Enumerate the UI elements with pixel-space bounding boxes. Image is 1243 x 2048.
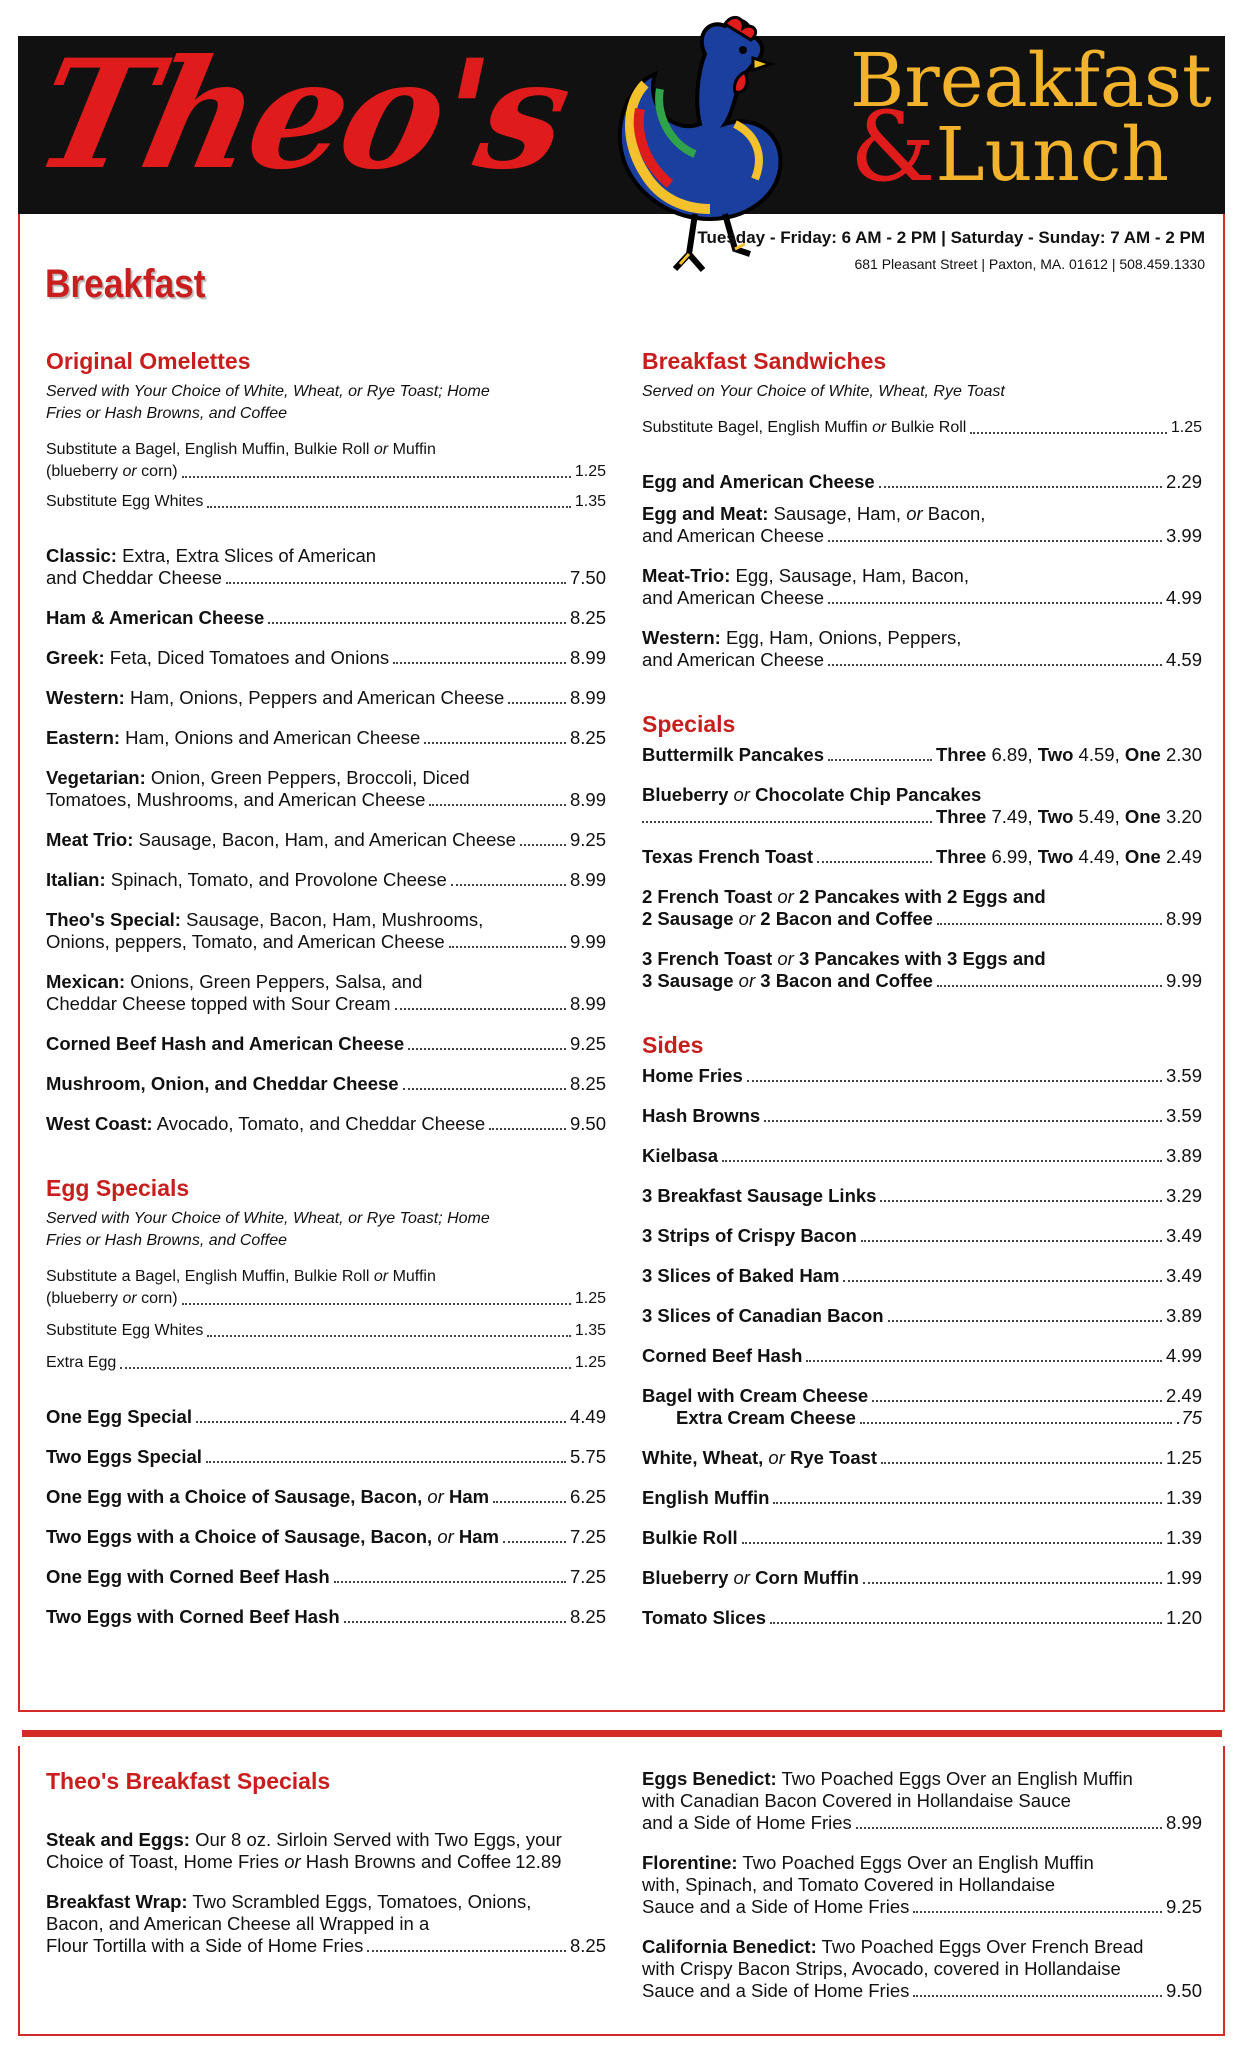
menu-item: Two Eggs with a Choice of Sausage, Bacon, or Ham 7.25 [46,1526,606,1547]
menu-item: Corned Beef Hash 4.99 [642,1345,1202,1366]
menu-item: Breakfast Wrap: Two Scrambled Eggs, Tomatoes, Onions, Bacon, and American Cheese all Wrapped in a Flour Tortilla with a Side of Home Fries 8.25 [46,1891,606,1956]
menu-item: Bagel with Cream Cheese 2.49 Extra Cream Cheese .75 [642,1385,1202,1428]
menu-item: Theo's Special: Sausage, Bacon, Ham, Mushrooms, Onions, peppers, Tomato, and American Cheese 9.99 [46,909,606,952]
bottom-left-column [46,1768,606,1957]
menu-item: 3 Slices of Canadian Bacon 3.89 [642,1305,1202,1326]
menu-item: Home Fries 3.59 [642,1065,1202,1086]
menu-item: Hash Browns 3.59 [642,1105,1202,1126]
menu-item: Bulkie Roll 1.39 [642,1527,1202,1548]
menu-item: Vegetarian: Onion, Green Peppers, Broccoli, Diced Tomatoes, Mushrooms, and American Cheese 8.99 [46,767,606,810]
menu-item: Substitute a Bagel, English Muffin, Bulkie Roll or Muffin [46,1268,436,1285]
hours-block [697,228,1205,272]
egg-specials-note: Served with Your Choice of White, Wheat, or Rye Toast; Home Fries or Hash Browns, and Coffee [46,1210,490,1249]
title-lunch: Lunch [935,112,1170,198]
section-title-sides: Sides [642,1032,704,1058]
menu-item: Kielbasa 3.89 [642,1145,1202,1166]
menu-item: Buttermilk Pancakes Three 6.89, Two 4.59, One 2.30 [642,744,1202,765]
menu-item: Tomato Slices 1.20 [642,1607,1202,1628]
left-column [46,348,606,1628]
menu-item: Corned Beef Hash and American Cheese 9.25 [46,1033,606,1054]
menu-item: Substitute Bagel, English Muffin or Bulkie Roll 1.25 [642,419,1202,436]
menu-item: Eastern: Ham, Onions and American Cheese 8.25 [46,727,606,748]
menu-item: Eggs Benedict: Two Poached Eggs Over an English Muffin with Canadian Bacon Covered in Hollandaise Sauce and a Side of Home Fries 8.99 [642,1768,1202,1833]
menu-item: Egg and Meat: Sausage, Ham, or Bacon, and American Cheese 3.99 [642,503,1202,546]
menu-item: 3 Slices of Baked Ham 3.49 [642,1265,1202,1286]
section-divider [22,1730,1222,1737]
menu-item: Ham & American Cheese 8.25 [46,607,606,628]
menu-item: Substitute Egg Whites 1.35 [46,1322,606,1339]
menu-item: Western: Egg, Ham, Onions, Peppers, and American Cheese 4.59 [642,627,1202,670]
menu-item: Italian: Spinach, Tomato, and Provolone Cheese 8.99 [46,869,606,890]
menu-item: Western: Ham, Onions, Peppers and American Cheese 8.99 [46,687,606,708]
menu-item: California Benedict: Two Poached Eggs Over French Bread with Crispy Bacon Strips, Avocado, covered in Hollandaise Sauce and a Side of Home Fries 9.50 [642,1936,1202,2001]
menu-item: Meat Trio: Sausage, Bacon, Ham, and American Cheese 9.25 [46,829,606,850]
menu-item: Extra Egg 1.25 [46,1354,606,1371]
breakfast-lunch-title [850,38,1212,203]
menu-item: Meat-Trio: Egg, Sausage, Ham, Bacon, and American Cheese 4.99 [642,565,1202,608]
menu-item: (blueberry or corn) 1.25 [46,1290,606,1307]
menu-item: One Egg with Corned Beef Hash 7.25 [46,1566,606,1587]
menu-item: 3 Strips of Crispy Bacon 3.49 [642,1225,1202,1246]
address-text: 681 Pleasant Street | Paxton, MA. 01612 | 508.459.1330 [854,256,1205,272]
bottom-right-column [642,1768,1202,2002]
menu-item: Greek: Feta, Diced Tomatoes and Onions 8.99 [46,647,606,668]
menu-item: Texas French Toast Three 6.99, Two 4.49, One 2.49 [642,846,1202,867]
sandwiches-note: Served on Your Choice of White, Wheat, Rye Toast [642,383,1005,400]
hours-text: Tuesday - Friday: 6 AM - 2 PM | Saturday - Sunday: 7 AM - 2 PM [697,228,1205,247]
menu-item: 2 French Toast or 2 Pancakes with 2 Eggs and 2 Sausage or 2 Bacon and Coffee 8.99 [642,886,1202,929]
section-title-sandwiches: Breakfast Sandwiches [642,348,887,374]
omelettes-note: Served with Your Choice of White, Wheat, or Rye Toast; Home Fries or Hash Browns, and Coffee [46,383,490,422]
menu-item: (blueberry or corn) 1.25 [46,463,606,480]
menu-item: 3 Breakfast Sausage Links 3.29 [642,1185,1202,1206]
section-title-egg-specials: Egg Specials [46,1175,190,1201]
menu-item: Mushroom, Onion, and Cheddar Cheese 8.25 [46,1073,606,1094]
menu-item: Two Eggs with Corned Beef Hash 8.25 [46,1606,606,1627]
title-ampersand: & [850,91,936,203]
menu-item: White, Wheat, or Rye Toast 1.25 [642,1447,1202,1468]
menu-item: Classic: Extra, Extra Slices of American and Cheddar Cheese 7.50 [46,545,606,588]
title-breakfast: Breakfast [850,38,1212,124]
page-title: Breakfast [45,262,206,306]
menu-item: Substitute Egg Whites 1.35 [46,493,606,510]
menu-item: English Muffin 1.39 [642,1487,1202,1508]
section-title-theos-specials: Theo's Breakfast Specials [46,1768,331,1794]
right-column [642,348,1202,1629]
menu-item: West Coast: Avocado, Tomato, and Cheddar Cheese 9.50 [46,1113,606,1134]
section-title-specials: Specials [642,711,736,737]
menu-item: 3 French Toast or 3 Pancakes with 3 Eggs and 3 Sausage or 3 Bacon and Coffee 9.99 [642,948,1202,991]
menu-item: One Egg Special 4.49 [46,1406,606,1427]
menu-item: Florentine: Two Poached Eggs Over an English Muffin with, Spinach, and Tomato Covered in Hollandaise Sauce and a Side of Home Fries 9.25 [642,1852,1202,1917]
menu-item: Steak and Eggs: Our 8 oz. Sirloin Served with Two Eggs, your Choice of Toast, Home Fries or Hash Browns and Coffee 12.89 [46,1829,562,1872]
menu-item: Substitute a Bagel, English Muffin, Bulkie Roll or Muffin [46,441,436,458]
menu-item: One Egg with a Choice of Sausage, Bacon, or Ham 6.25 [46,1486,606,1507]
menu-item: Blueberry or Corn Muffin 1.99 [642,1567,1202,1588]
section-title-omelettes: Original Omelettes [46,348,251,374]
menu-item: Mexican: Onions, Green Peppers, Salsa, and Cheddar Cheese topped with Sour Cream 8.99 [46,971,606,1014]
brand-logo: Theo's [21,27,582,203]
menu-item: Blueberry or Chocolate Chip Pancakes Three 7.49, Two 5.49, One 3.20 [642,784,1202,827]
menu-item: Two Eggs Special 5.75 [46,1446,606,1467]
menu-item: Egg and American Cheese 2.29 [642,471,1202,492]
